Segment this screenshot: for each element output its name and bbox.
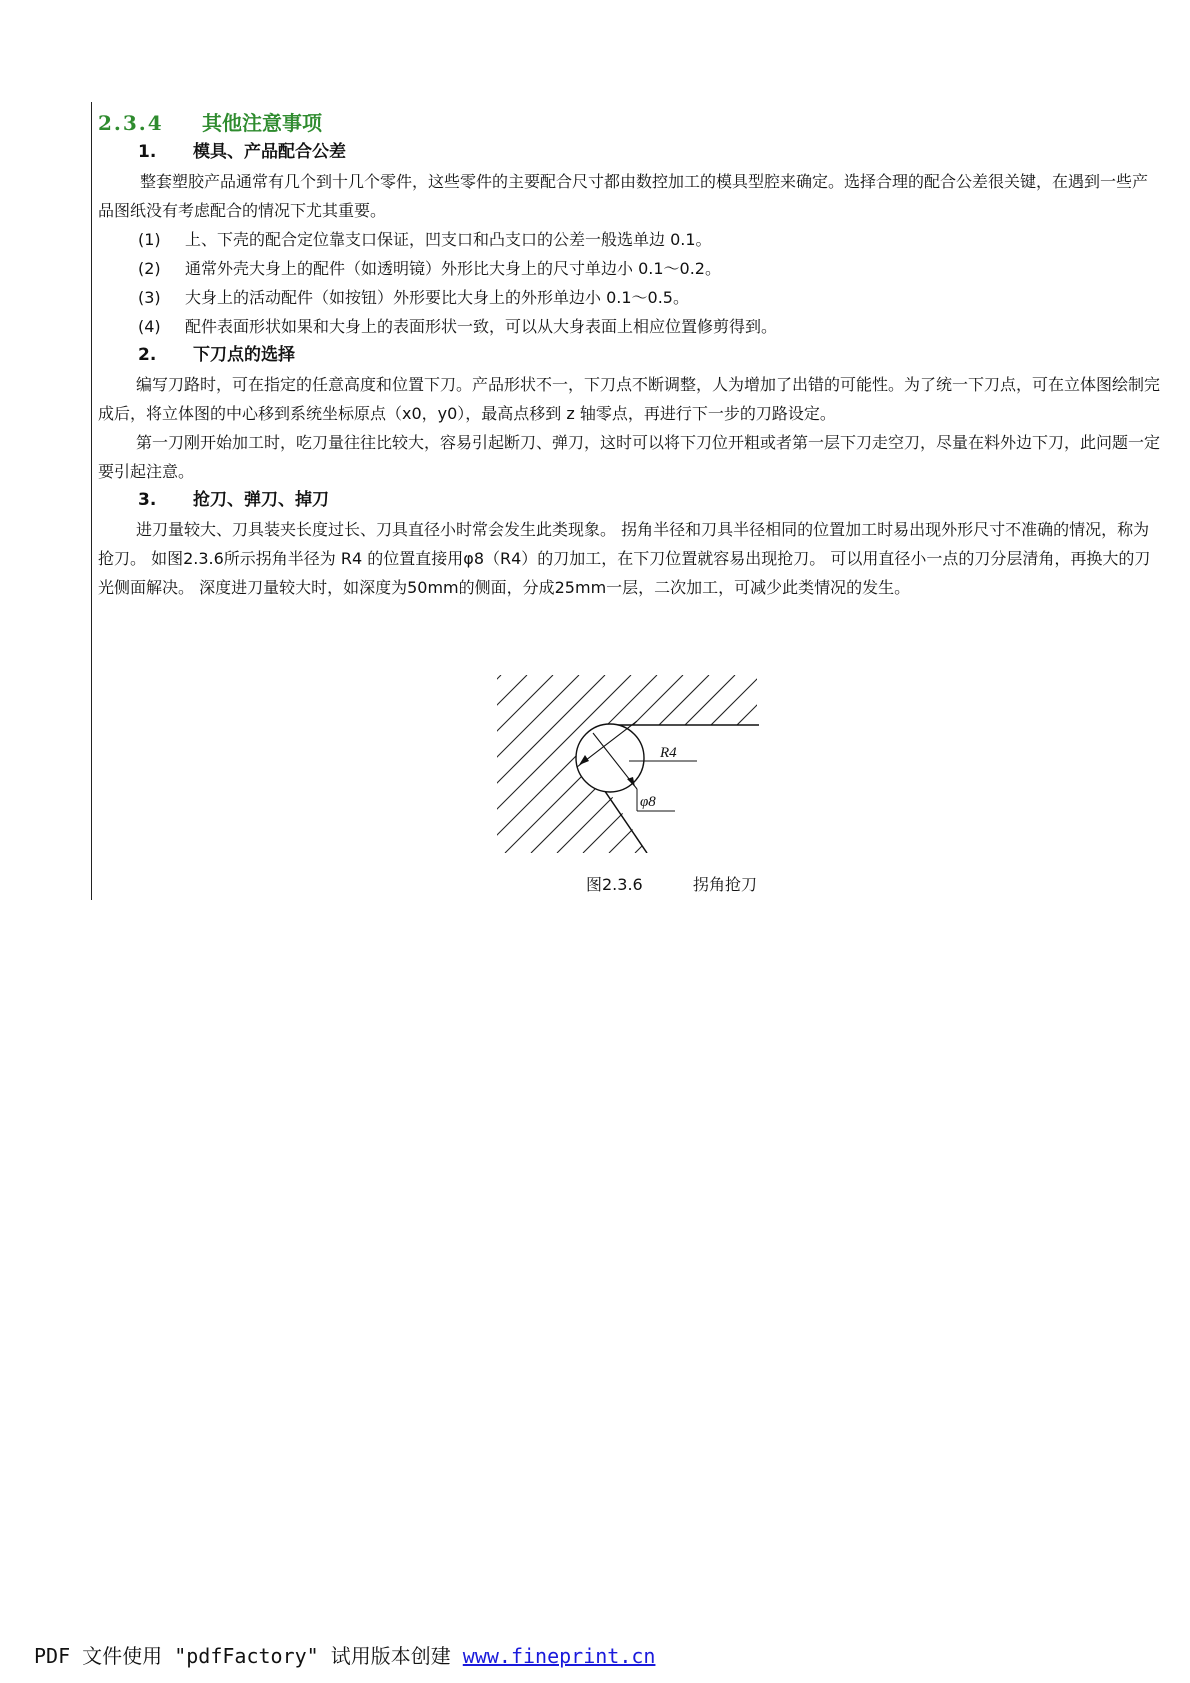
list-item-number: (3) xyxy=(138,288,161,307)
list-item xyxy=(98,283,1160,312)
figure-caption xyxy=(586,872,757,895)
paragraph-tool-grab: 进刀量较大、刀具装夹长度过长、刀具直径小时常会发生此类现象。 拐角半径和刀具半径相同的位置加工时易出现外形尺寸不准确的情况，称为抢刀。 如图2.3.6所示拐角半径为 R4 的位置直接用φ8（R4）的刀加工，在下刀位置就容易出现抢刀。 可以用直径小一点的刀分层清角，再换大的刀光侧面解决。 深度进刀量较大时，如深度为50mm的侧面，分成25mm一层，二次加工，可减少此类情况的发生。 xyxy=(98,520,1151,597)
section-title: 其他注意事项 xyxy=(202,111,322,135)
footer-text: PDF 文件使用 "pdfFactory" 试用版本创建 xyxy=(34,1644,463,1668)
paragraph-first-cut: 第一刀刚开始加工时，吃刀量往往比较大，容易引起断刀、弹刀，这时可以将下刀位开粗或者第一层下刀走空刀，尽量在料外边下刀，此问题一定要引起注意。 xyxy=(98,433,1160,481)
label-r4: R4 xyxy=(660,745,677,761)
list-item-number: (4) xyxy=(138,317,161,336)
list-item-text: 上、下壳的配合定位靠支口保证，凹支口和凸支口的公差一般选单边 0.1。 xyxy=(185,230,712,249)
left-margin-rule xyxy=(91,102,92,900)
subsection-heading-2 xyxy=(98,341,1160,370)
subsection-number: 2. xyxy=(138,345,157,365)
list-item xyxy=(98,225,1160,254)
paragraph-tolerance: 整套塑胶产品通常有几个到十几个零件，这些零件的主要配合尺寸都由数控加工的模具型腔来确定。选择合理的配合公差很关键，在遇到一些产品图纸没有考虑配合的情况下尤其重要。 xyxy=(98,172,1149,220)
list-item-text: 配件表面形状如果和大身上的表面形状一致，可以从大身表面上相应位置修剪得到。 xyxy=(185,317,778,336)
subsection-number: 3. xyxy=(138,490,157,510)
subsection-title: 下刀点的选择 xyxy=(193,345,295,365)
pdf-footer xyxy=(34,1640,655,1669)
list-item-text: 大身上的活动配件（如按钮）外形要比大身上的外形单边小 0.1～0.5。 xyxy=(185,288,689,307)
subsection-heading-3 xyxy=(98,486,1160,515)
figure-caption-text: 拐角抢刀 xyxy=(693,875,758,894)
subsection-title: 模具、产品配合公差 xyxy=(193,142,346,162)
list-item-text: 通常外壳大身上的配件（如透明镜）外形比大身上的尺寸单边小 0.1～0.2。 xyxy=(185,259,721,278)
list-item-number: (1) xyxy=(138,230,161,249)
subsection-heading-1 xyxy=(98,138,1160,167)
figure-drawing xyxy=(497,675,767,853)
footer-link[interactable]: www.fineprint.cn xyxy=(462,1644,656,1668)
list-item xyxy=(98,312,1160,341)
list-item-number: (2) xyxy=(138,259,161,278)
section-number: 2.3.4 xyxy=(98,111,164,135)
label-d8: φ8 xyxy=(640,794,656,810)
figure-number: 图2.3.6 xyxy=(586,875,643,894)
list-item xyxy=(98,254,1160,283)
section-heading xyxy=(98,108,1160,138)
subsection-number: 1. xyxy=(138,142,157,162)
subsection-title: 抢刀、弹刀、掉刀 xyxy=(193,490,329,510)
corner-tool-figure xyxy=(497,675,767,853)
paragraph-entry-point: 编写刀路时，可在指定的任意高度和位置下刀。产品形状不一，下刀点不断调整，人为增加了出错的可能性。为了统一下刀点，可在立体图绘制完成后，将立体图的中心移到系统坐标原点（x0，y0），最高点移到 z 轴零点，再进行下一步的刀路设定。 xyxy=(98,375,1160,423)
